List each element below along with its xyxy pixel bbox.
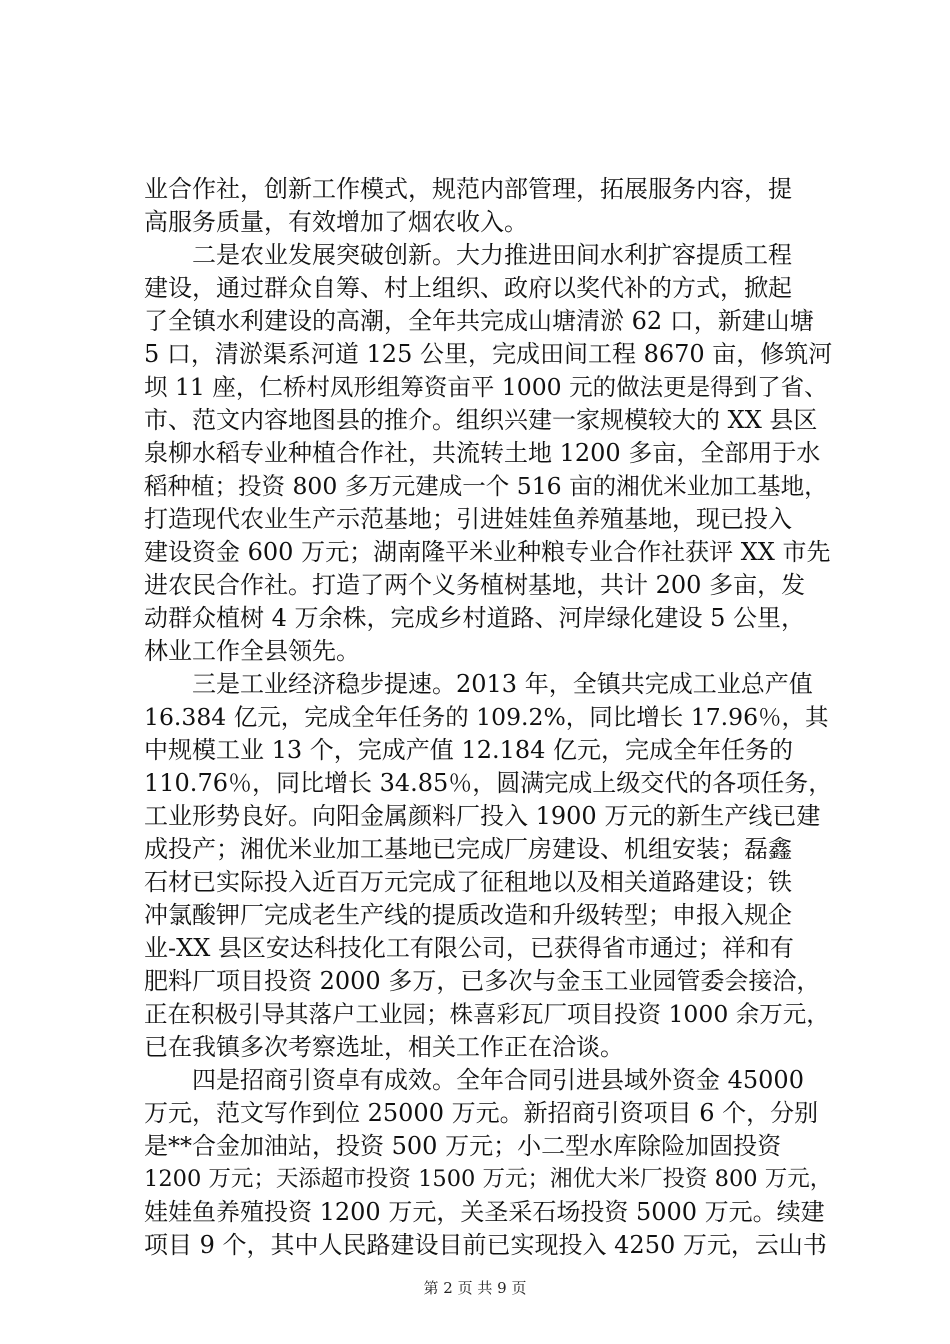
text-line: 进农民合作社。打造了两个义务植树基地，共计 200 多亩，发 — [144, 571, 806, 599]
text-line: 坝 11 座，仁桥村凤形组筹资亩平 1000 元的做法更是得到了省、 — [144, 373, 828, 401]
text-line: 建设，通过群众自筹、村上组织、政府以奖代补的方式，掀起 — [144, 274, 792, 302]
text-line: 娃娃鱼养殖投资 1200 万元，关圣采石场投资 5000 万元。续建 — [144, 1198, 825, 1226]
text-line: 中规模工业 13 个，完成产值 12.184 亿元，完成全年任务的 — [144, 736, 794, 764]
text-line: 万元，范文写作到位 25000 万元。新招商引资项目 6 个，分别 — [144, 1099, 819, 1127]
text-line: 市、范文内容地图县的推介。组织兴建一家规模较大的 XX 县区 — [144, 406, 818, 434]
text-line: 1200 万元；天添超市投资 1500 万元；湘优大米厂投资 800 万元， — [144, 1166, 833, 1192]
text-line: 成投产；湘优米业加工基地已完成厂房建设、机组安装；磊鑫 — [144, 835, 792, 863]
text-line: 是**合金加油站，投资 500 万元；小二型水库除险加固投资 — [144, 1132, 782, 1160]
text-line: 打造现代农业生产示范基地；引进娃娃鱼养殖基地，现已投入 — [144, 505, 792, 533]
text-line: 高服务质量，有效增加了烟农收入。 — [144, 208, 528, 236]
paragraph-first-line: 三是工业经济稳步提速。2013 年，全镇共完成工业总产值 — [192, 670, 813, 698]
paragraph-first-line: 四是招商引资卓有成效。全年合同引进县域外资金 45000 — [192, 1066, 804, 1094]
text-line: 石材已实际投入近百万元完成了征租地以及相关道路建设；铁 — [144, 868, 792, 896]
text-line: 林业工作全县领先。 — [144, 637, 360, 665]
text-line: 已在我镇多次考察选址，相关工作正在洽谈。 — [144, 1033, 624, 1061]
text-line: 项目 9 个，其中人民路建设目前已实现投入 4250 万元，云山书 — [144, 1231, 827, 1259]
text-line: 建设资金 600 万元；湖南隆平米业种粮专业合作社获评 XX 市先 — [144, 538, 831, 566]
document-body — [144, 173, 834, 1262]
text-line: 肥料厂项目投资 2000 多万，已多次与金玉工业园管委会接洽， — [144, 967, 821, 995]
text-line: 16.384 亿元，完成全年任务的 109.2%，同比增长 17.96％，其 — [144, 703, 829, 731]
text-line: 工业形势良好。向阳金属颜料厂投入 1900 万元的新生产线已建 — [144, 802, 821, 830]
text-line: 泉柳水稻专业种植合作社，共流转土地 1200 多亩，全部用于水 — [144, 439, 821, 467]
paragraph-first-line: 二是农业发展突破创新。大力推进田间水利扩容提质工程 — [192, 241, 792, 269]
text-line: 业-XX 县区安达科技化工有限公司，已获得省市通过；祥和有 — [144, 934, 794, 962]
text-line: 冲氯酸钾厂完成老生产线的提质改造和升级转型；申报入规企 — [144, 901, 792, 929]
text-line: 了全镇水利建设的高潮，全年共完成山塘清淤 62 口，新建山塘 — [144, 307, 814, 335]
page-footer: 第 2 页 共 9 页 — [423, 1279, 527, 1297]
text-line: 业合作社，创新工作模式，规范内部管理，拓展服务内容，提 — [144, 175, 792, 203]
text-line: 5 口，清淤渠系河道 125 公里，完成田间工程 8670 亩，修筑河 — [144, 340, 833, 368]
text-line: 动群众植树 4 万余株，完成乡村道路、河岸绿化建设 5 公里， — [144, 604, 806, 632]
text-line: 稻种植；投资 800 多万元建成一个 516 亩的湘优米业加工基地， — [144, 472, 828, 500]
text-line: 正在积极引导其落户工业园；株喜彩瓦厂项目投资 1000 余万元， — [144, 1000, 830, 1028]
text-line: 110.76％，同比增长 34.85％，圆满完成上级交代的各项任务， — [144, 769, 833, 797]
